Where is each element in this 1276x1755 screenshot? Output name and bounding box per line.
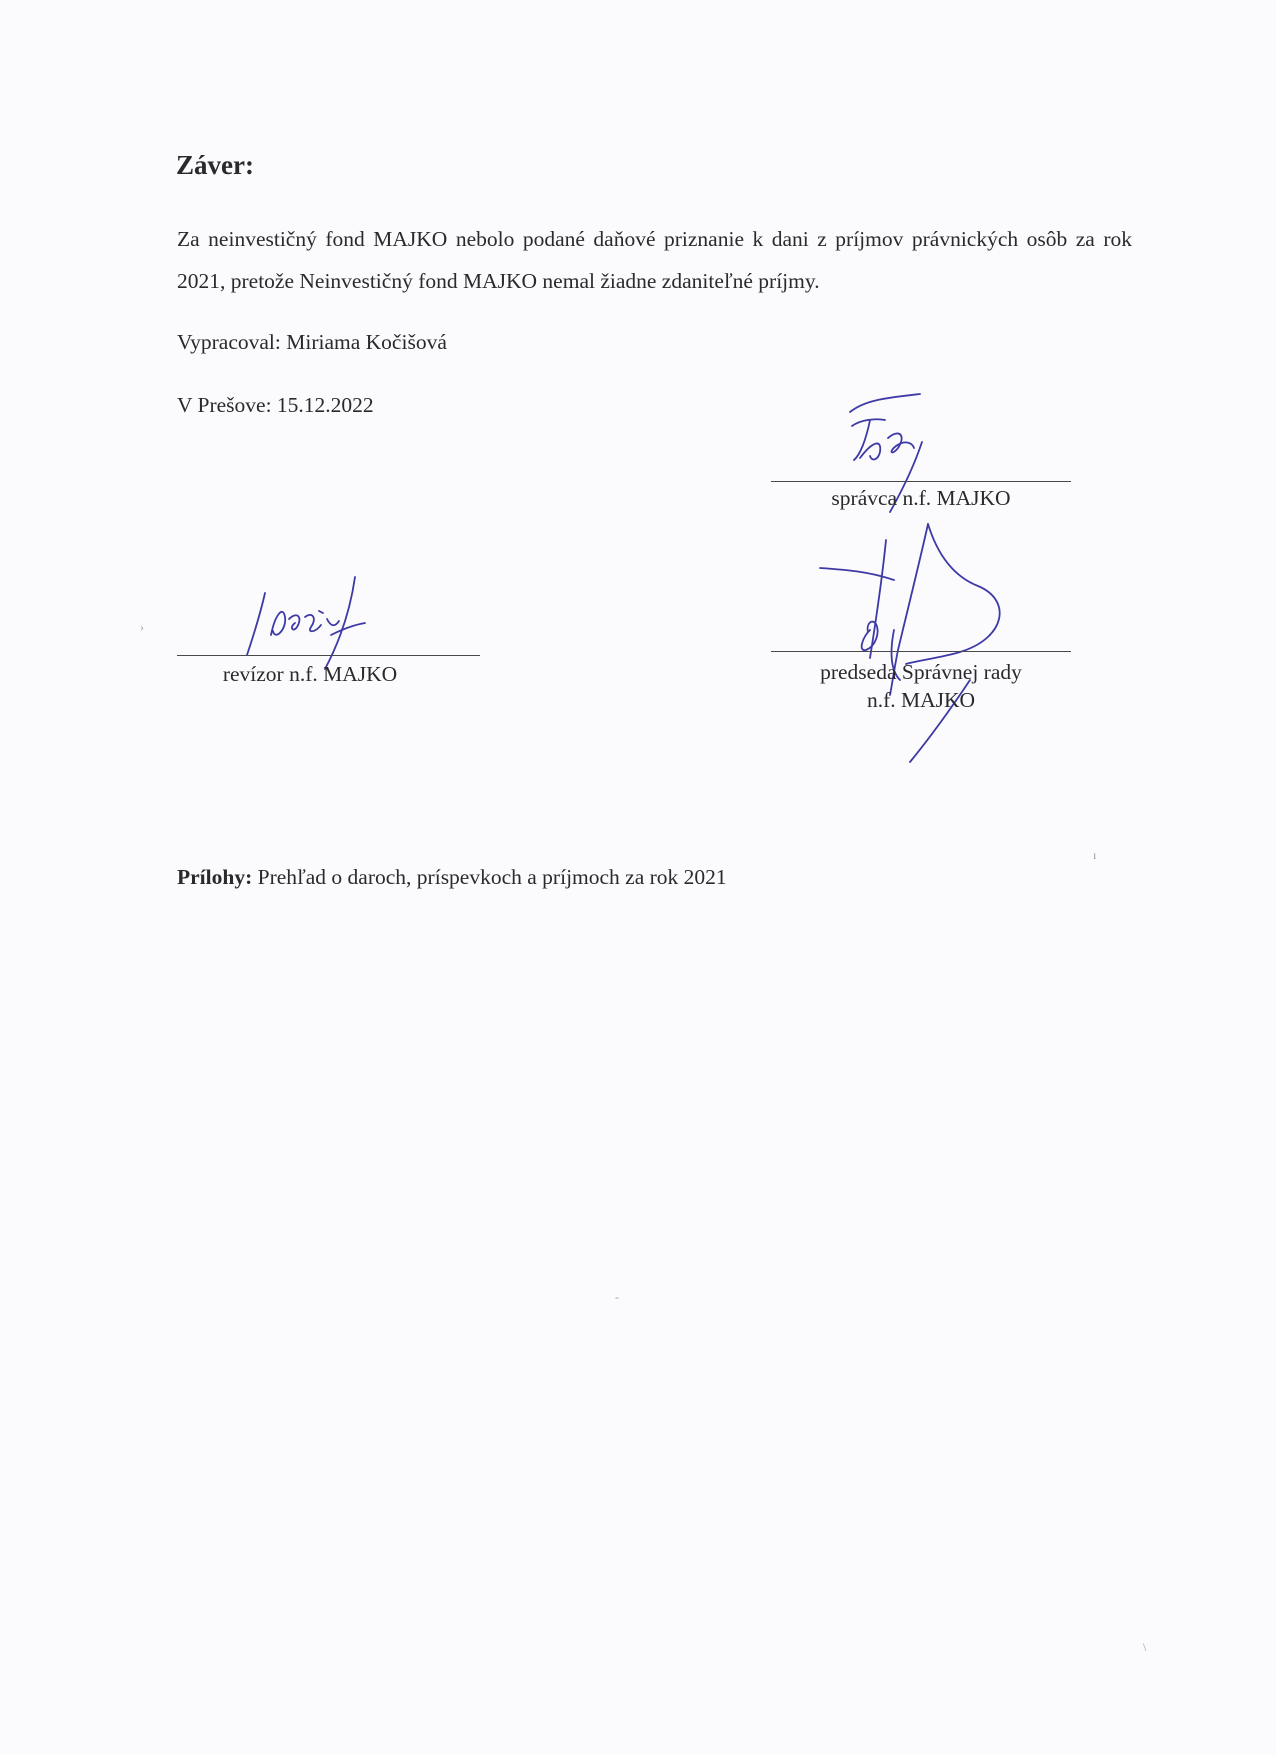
revizor-caption: revízor n.f. MAJKO <box>222 662 398 686</box>
revizor-signature-line <box>177 655 480 656</box>
scan-speck: ı <box>1093 848 1097 862</box>
predseda-signature <box>810 520 1040 770</box>
scan-speck: \ <box>1143 1640 1147 1654</box>
place-date: V Prešove: 15.12.2022 <box>177 393 374 417</box>
attachments-label: Prílohy: <box>177 865 253 889</box>
revizor-signature <box>235 575 395 675</box>
scan-speck: - <box>615 1290 619 1304</box>
spravca-caption: správca n.f. MAJKO <box>831 486 1011 510</box>
attachments-line <box>177 865 727 890</box>
prepared-by: Vypracoval: Miriama Kočišová <box>177 330 447 354</box>
spravca-signature-line <box>771 481 1071 482</box>
conclusion-paragraph: Za neinvestičný fond MAJKO nebolo podané daňové priznanie k dani z príjmov právnických osôb za rok 2021, pretože Neinvestičný fond MAJKO nemal žiadne zdaniteľné príjmy. <box>177 227 1132 293</box>
scan-speck: › <box>140 620 144 634</box>
attachments-text: Prehľad o daroch, príspevkoch a príjmoch za rok 2021 <box>257 865 727 889</box>
section-heading: Záver: <box>176 150 254 180</box>
predseda-caption-line2: n.f. MAJKO <box>866 688 976 712</box>
predseda-caption-line1: predseda Správnej rady <box>820 660 1022 684</box>
predseda-signature-line <box>771 651 1071 652</box>
